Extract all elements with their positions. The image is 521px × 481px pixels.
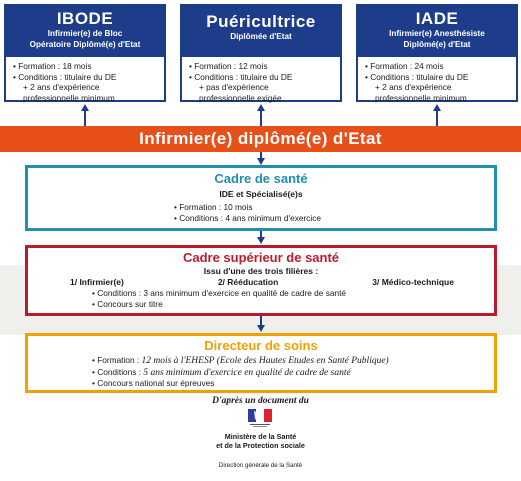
cadre-title: Cadre de santé: [214, 171, 308, 186]
iade-minimum: professionnelle minimum: [375, 92, 467, 103]
puericultrice-experience: + pas d'expérience: [199, 82, 269, 92]
cadre-details: [28, 200, 494, 223]
directeur-conditions-label: • Conditions :: [92, 366, 144, 377]
ide-bar: Infirmier(e) diplômé(e) d'Etat: [0, 126, 521, 152]
iade-subtitle-1: Infirmier(e) Anesthésiste: [389, 29, 485, 38]
directeur-details: [28, 354, 494, 389]
ibode-details: [6, 57, 164, 103]
filiere-infirmier: 1/ Infirmier(e): [70, 277, 124, 287]
directeur-formation: [92, 355, 494, 367]
directeur-de-soins-box: [25, 333, 497, 393]
directeur-formation-label: • Formation :: [92, 355, 142, 365]
cadre-sup-concours: • Concours sur titre: [92, 298, 163, 309]
puericultrice-title: Puéricultrice: [206, 12, 316, 31]
cadre-conditions: • Conditions : 4 ans minimum d'exercice: [174, 212, 321, 223]
republique-francaise-logo: [244, 409, 276, 429]
cadre-sup-subtitle: Issu d'une des trois filières :: [203, 266, 319, 276]
iade-formation: • Formation : 24 mois: [365, 61, 444, 71]
iade-header: [358, 6, 516, 57]
puericultrice-conditions: • Conditions : titulaire du DE: [189, 71, 293, 82]
arrow-down-icon: [257, 325, 265, 332]
direction-label: Direction générale de la Santé: [218, 462, 303, 469]
ibode-minimum: professionnelle minimum: [23, 92, 115, 103]
iade-experience: + 2 ans d'expérience: [375, 82, 452, 92]
directeur-title: Directeur de soins: [204, 338, 318, 353]
ibode-conditions: • Conditions : titulaire du DE: [13, 71, 117, 82]
directeur-conditions: [92, 367, 494, 379]
connector-line: [84, 110, 86, 126]
source-text: D'après un document du: [212, 396, 309, 406]
puericultrice-header: [182, 6, 340, 57]
ministere-line-2: et de la Protection sociale: [216, 440, 305, 450]
connector-line: [260, 110, 262, 126]
directeur-conditions-value: 5 ans minimum d'exercice en qualité de cadre de santé: [143, 367, 351, 378]
puericultrice-box: [180, 4, 342, 102]
directeur-concours: • Concours national sur épreuves: [92, 378, 215, 388]
cadre-sup-title: Cadre supérieur de santé: [182, 250, 340, 265]
ibode-title: IBODE: [56, 9, 114, 28]
filiere-medico-technique: 3/ Médico-technique: [372, 277, 454, 287]
cadre-formation: • Formation : 10 mois: [174, 202, 253, 212]
iade-conditions: • Conditions : titulaire du DE: [365, 71, 469, 82]
puericultrice-details: [182, 57, 340, 103]
arrow-down-icon: [257, 158, 265, 165]
ministere-line-1: Ministère de la Santé: [224, 432, 297, 441]
iade-title: IADE: [415, 9, 459, 28]
cadre-subtitle: IDE et Spécialisé(e)s: [219, 189, 303, 199]
connector-line: [436, 110, 438, 126]
cadre-superieur-box: [25, 245, 497, 316]
ibode-experience: + 2 ans d'expérience: [23, 82, 100, 92]
ibode-subtitle-2: Opératoire Diplômé(e) d'Etat: [29, 39, 141, 49]
directeur-formation-value: 12 mois à l'EHESP (Ecole des Hautes Etudes en Santé Publique): [141, 356, 389, 366]
puericultrice-formation: • Formation : 12 mois: [189, 61, 268, 71]
ibode-box: [4, 4, 166, 102]
ministere-label: [0, 433, 521, 450]
ibode-subtitle-1: Infirmier(e) de Bloc: [47, 29, 123, 38]
iade-details: [358, 57, 516, 103]
iade-box: [356, 4, 518, 102]
ibode-formation: • Formation : 18 mois: [13, 61, 92, 71]
puericultrice-exigee: professionnelle exigée: [199, 92, 282, 103]
ibode-header: [6, 6, 164, 57]
iade-subtitle-2: Diplômé(e) d'Etat: [403, 39, 471, 49]
cadre-sup-details: [28, 288, 494, 309]
filiere-reeducation: 2/ Rééducation: [217, 277, 279, 287]
arrow-down-icon: [257, 237, 265, 244]
puericultrice-subtitle-1: Diplômée d'Etat: [230, 32, 292, 41]
cadre-de-sante-box: [25, 165, 497, 231]
cadre-sup-conditions: • Conditions : 3 ans minimum d'exercice en qualité de cadre de santé: [92, 288, 346, 298]
filieres-list: [28, 277, 494, 288]
